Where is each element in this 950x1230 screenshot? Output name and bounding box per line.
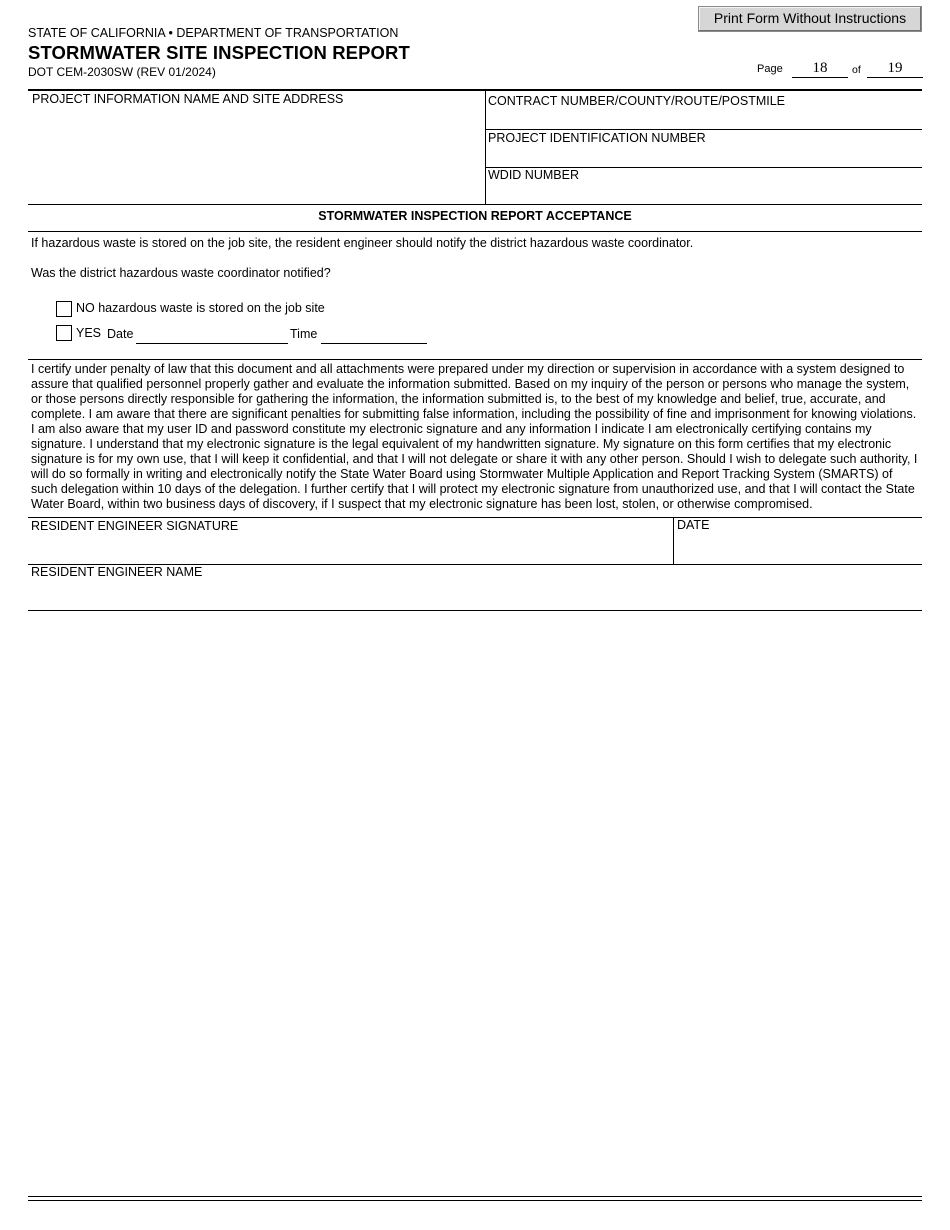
rule-project-bottom [28,204,922,205]
print-form-button[interactable]: Print Form Without Instructions [698,6,922,32]
no-hazard-checkbox[interactable] [56,301,72,317]
notification-time-field[interactable] [321,331,427,344]
total-pages-field[interactable]: 19 [867,60,923,78]
certification-text: I certify under penalty of law that this document and all attachments were prepared under my direction or supervision in accordance with a system designed to assure that qualified personnel properly gather and evaluate the information submitted. Based on my inquiry of the person or persons who manage the system, or those persons directly responsible for gathering the information, the information submitted is, to the best of my knowledge and belief, true, accurate, and complete. I am aware that there are significant penalties for submitting false information, including the possibility of fine and imprisonment for knowing violations. I am also aware that my user ID and password constitute my electronic signature and any information I indicate I am electronically certifying contains my signature. I understand that my electronic signature is the legal equivalent of my handwritten signature. My signature on this form certifies that my electronic signature is for my own use, that I will keep it confidential, and that I will not delegate or share it with any other person. Should I wish to delegate such authority, I will do so formally in writing and electronically notify the State Water Board using Stormwater Multiple Application and Report Tracking System (SMARTS) of such delegation within 10 days of the delegation. I further certify that I will protect my electronic signature from unauthorized use, and that I will contact the State Water Board, within two business days of discovery, if I suspect that my electronic signature has been lost, stolen, or otherwise compromised. [31,362,918,511]
rule-section-title [28,231,922,232]
signature-divider [673,518,674,564]
page-label: Page [757,63,783,75]
hazard-note: If hazardous waste is stored on the job site, the resident engineer should notify the district hazardous waste coordinator. [31,236,694,250]
hazard-question: Was the district hazardous waste coordinator notified? [31,266,331,280]
yes-notified-checkbox[interactable] [56,325,72,341]
project-info-field[interactable] [32,92,482,202]
notification-date-field[interactable] [136,331,288,344]
engineer-name-label: RESIDENT ENGINEER NAME [31,565,203,579]
rule-top [28,89,922,91]
signature-date-label: DATE [677,518,710,532]
time-label: Time [290,327,318,341]
wdid-number-field[interactable] [488,168,918,202]
section-title: STORMWATER INSPECTION REPORT ACCEPTANCE [318,209,632,223]
signature-label: RESIDENT ENGINEER SIGNATURE [31,519,239,533]
agency-line: STATE OF CALIFORNIA • DEPARTMENT OF TRANSPORTATION [28,26,399,40]
page-number-field[interactable]: 18 [792,60,848,78]
rule-contract [485,129,922,130]
date-label: Date [107,327,134,341]
yes-notified-label: YES [76,326,102,340]
signature-field[interactable] [31,519,669,561]
form-number: DOT CEM-2030SW (REV 01/2024) [28,65,216,79]
footer-rule-upper [28,1196,922,1197]
footer-rule-lower [28,1200,922,1201]
project-id-field[interactable] [488,131,918,165]
rule-name-bottom [28,610,922,611]
project-info-label: PROJECT INFORMATION NAME AND SITE ADDRESS [32,92,344,106]
rule-certification-top [28,359,922,360]
contract-number-field[interactable] [488,94,918,128]
contract-number-label: CONTRACT NUMBER/COUNTY/ROUTE/POSTMILE [488,94,786,108]
project-divider [485,90,486,204]
form-title: STORMWATER SITE INSPECTION REPORT [28,42,410,63]
engineer-name-field[interactable] [31,565,911,607]
wdid-number-label: WDID NUMBER [488,168,579,182]
no-hazard-label: NO hazardous waste is stored on the job site [76,301,325,315]
signature-date-field[interactable] [677,518,917,560]
of-label: of [852,64,861,76]
project-id-label: PROJECT IDENTIFICATION NUMBER [488,131,706,145]
